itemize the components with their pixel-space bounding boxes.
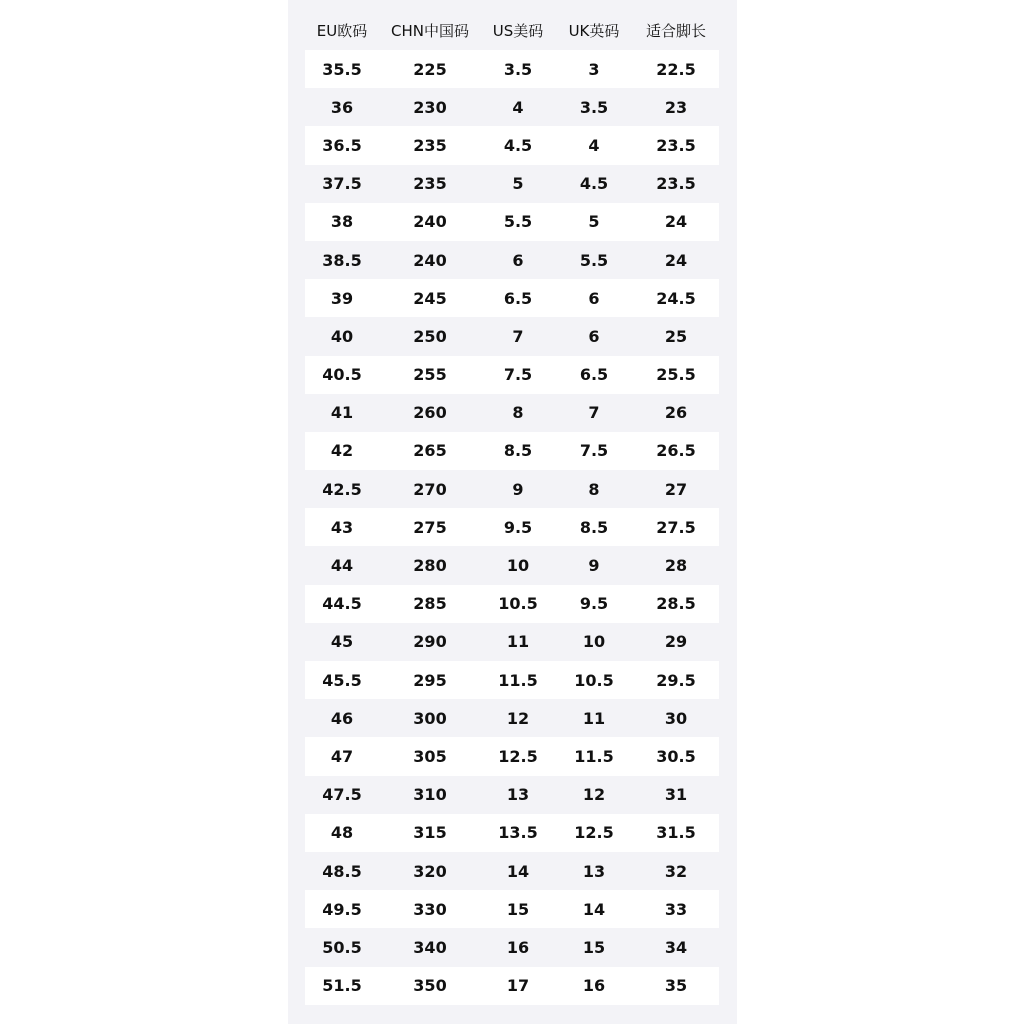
header-uk: UK英码 [568, 21, 620, 40]
table-header-row [305, 10, 719, 50]
cell-eu: 35.5 [322, 59, 362, 79]
table-row [305, 165, 719, 203]
table-row [305, 852, 719, 890]
header-us: US美码 [492, 21, 544, 40]
cell-chn: 320 [413, 861, 447, 881]
cell-uk: 11.5 [574, 746, 614, 766]
cell-uk: 3 [588, 59, 600, 79]
cell-chn: 230 [413, 97, 447, 117]
cell-eu: 48.5 [322, 861, 362, 881]
cell-eu: 46 [330, 708, 354, 728]
cell-uk: 15 [582, 937, 606, 957]
cell-eu: 45 [330, 632, 354, 652]
cell-us: 5 [512, 174, 524, 194]
cell-uk: 8.5 [579, 517, 609, 537]
table-row [305, 890, 719, 928]
cell-chn: 240 [413, 250, 447, 270]
cell-eu: 44 [330, 556, 354, 576]
table-row [305, 699, 719, 737]
cell-chn: 315 [413, 823, 447, 843]
cell-foot-length: 31.5 [656, 823, 696, 843]
cell-us: 10.5 [498, 594, 538, 614]
table-row [305, 776, 719, 814]
cell-chn: 270 [413, 479, 447, 499]
table-row [305, 241, 719, 279]
cell-us: 6 [512, 250, 524, 270]
cell-uk: 7 [588, 403, 600, 423]
cell-us: 11 [506, 632, 530, 652]
cell-uk: 12.5 [574, 823, 614, 843]
cell-foot-length: 28 [664, 556, 688, 576]
cell-eu: 50.5 [322, 937, 362, 957]
cell-chn: 310 [413, 785, 447, 805]
cell-foot-length: 26.5 [656, 441, 696, 461]
cell-us: 4.5 [503, 135, 533, 155]
cell-us: 7 [512, 326, 524, 346]
cell-us: 12 [506, 708, 530, 728]
cell-chn: 340 [413, 937, 447, 957]
cell-chn: 225 [413, 59, 447, 79]
cell-foot-length: 30 [664, 708, 688, 728]
cell-uk: 8 [588, 479, 600, 499]
cell-us: 13 [506, 785, 530, 805]
table-row [305, 88, 719, 126]
cell-us: 12.5 [498, 746, 538, 766]
cell-foot-length: 33 [664, 899, 688, 919]
table-row [305, 546, 719, 584]
cell-foot-length: 28.5 [656, 594, 696, 614]
cell-chn: 250 [413, 326, 447, 346]
table-row [305, 967, 719, 1005]
cell-chn: 350 [413, 976, 447, 996]
cell-us: 15 [506, 899, 530, 919]
cell-us: 6.5 [503, 288, 533, 308]
cell-eu: 38.5 [322, 250, 362, 270]
cell-foot-length: 27 [664, 479, 688, 499]
cell-foot-length: 31 [664, 785, 688, 805]
cell-chn: 240 [413, 212, 447, 232]
cell-foot-length: 22.5 [656, 59, 696, 79]
table-row [305, 50, 719, 88]
cell-eu: 42 [330, 441, 354, 461]
header-eu: EU欧码 [316, 21, 368, 40]
cell-uk: 4.5 [579, 174, 609, 194]
cell-us: 13.5 [498, 823, 538, 843]
cell-chn: 330 [413, 899, 447, 919]
cell-foot-length: 24.5 [656, 288, 696, 308]
cell-us: 11.5 [498, 670, 538, 690]
cell-chn: 280 [413, 556, 447, 576]
cell-uk: 5.5 [579, 250, 609, 270]
table-row [305, 279, 719, 317]
cell-chn: 235 [413, 135, 447, 155]
table-row [305, 394, 719, 432]
cell-chn: 285 [413, 594, 447, 614]
cell-eu: 43 [330, 517, 354, 537]
cell-uk: 14 [582, 899, 606, 919]
table-row [305, 737, 719, 775]
cell-foot-length: 25.5 [656, 365, 696, 385]
cell-chn: 260 [413, 403, 447, 423]
cell-chn: 235 [413, 174, 447, 194]
cell-foot-length: 25 [664, 326, 688, 346]
table-row [305, 126, 719, 164]
cell-chn: 295 [413, 670, 447, 690]
cell-uk: 6 [588, 288, 600, 308]
table-row [305, 585, 719, 623]
cell-eu: 47 [330, 746, 354, 766]
cell-chn: 275 [413, 517, 447, 537]
cell-foot-length: 24 [664, 250, 688, 270]
cell-chn: 300 [413, 708, 447, 728]
cell-uk: 13 [582, 861, 606, 881]
table-row [305, 203, 719, 241]
cell-uk: 10 [582, 632, 606, 652]
cell-uk: 12 [582, 785, 606, 805]
table-row [305, 814, 719, 852]
cell-uk: 4 [588, 135, 600, 155]
cell-us: 8.5 [503, 441, 533, 461]
cell-uk: 11 [582, 708, 606, 728]
table-body [305, 50, 719, 1005]
cell-us: 8 [512, 403, 524, 423]
cell-us: 4 [512, 97, 524, 117]
cell-foot-length: 35 [664, 976, 688, 996]
table-row [305, 432, 719, 470]
cell-uk: 9.5 [579, 594, 609, 614]
header-foot-length: 适合脚长 [645, 21, 706, 40]
cell-uk: 9 [588, 556, 600, 576]
cell-foot-length: 23 [664, 97, 688, 117]
cell-eu: 45.5 [322, 670, 362, 690]
cell-us: 17 [506, 976, 530, 996]
table-row [305, 661, 719, 699]
cell-us: 16 [506, 937, 530, 957]
cell-us: 7.5 [503, 365, 533, 385]
header-chn: CHN中国码 [391, 21, 469, 40]
cell-eu: 47.5 [322, 785, 362, 805]
cell-eu: 44.5 [322, 594, 362, 614]
cell-foot-length: 34 [664, 937, 688, 957]
cell-foot-length: 23.5 [656, 135, 696, 155]
cell-chn: 255 [413, 365, 447, 385]
cell-eu: 36.5 [322, 135, 362, 155]
cell-us: 9.5 [503, 517, 533, 537]
size-chart-table [305, 10, 719, 1005]
cell-eu: 42.5 [322, 479, 362, 499]
cell-eu: 39 [330, 288, 354, 308]
cell-eu: 36 [330, 97, 354, 117]
cell-eu: 48 [330, 823, 354, 843]
cell-eu: 41 [330, 403, 354, 423]
table-row [305, 928, 719, 966]
cell-eu: 51.5 [322, 976, 362, 996]
cell-foot-length: 23.5 [656, 174, 696, 194]
cell-us: 3.5 [503, 59, 533, 79]
cell-chn: 265 [413, 441, 447, 461]
cell-foot-length: 26 [664, 403, 688, 423]
cell-foot-length: 29.5 [656, 670, 696, 690]
cell-eu: 40 [330, 326, 354, 346]
cell-uk: 5 [588, 212, 600, 232]
table-row [305, 623, 719, 661]
table-row [305, 508, 719, 546]
cell-foot-length: 29 [664, 632, 688, 652]
cell-us: 9 [512, 479, 524, 499]
table-row [305, 317, 719, 355]
cell-chn: 290 [413, 632, 447, 652]
cell-eu: 37.5 [322, 174, 362, 194]
cell-uk: 16 [582, 976, 606, 996]
cell-eu: 40.5 [322, 365, 362, 385]
cell-us: 10 [506, 556, 530, 576]
cell-eu: 38 [330, 212, 354, 232]
cell-uk: 6 [588, 326, 600, 346]
cell-uk: 3.5 [579, 97, 609, 117]
cell-uk: 6.5 [579, 365, 609, 385]
cell-uk: 7.5 [579, 441, 609, 461]
cell-foot-length: 24 [664, 212, 688, 232]
cell-chn: 305 [413, 746, 447, 766]
cell-foot-length: 27.5 [656, 517, 696, 537]
cell-eu: 49.5 [322, 899, 362, 919]
cell-foot-length: 30.5 [656, 746, 696, 766]
cell-uk: 10.5 [574, 670, 614, 690]
cell-us: 14 [506, 861, 530, 881]
cell-us: 5.5 [503, 212, 533, 232]
cell-chn: 245 [413, 288, 447, 308]
cell-foot-length: 32 [664, 861, 688, 881]
table-row [305, 470, 719, 508]
table-row [305, 356, 719, 394]
